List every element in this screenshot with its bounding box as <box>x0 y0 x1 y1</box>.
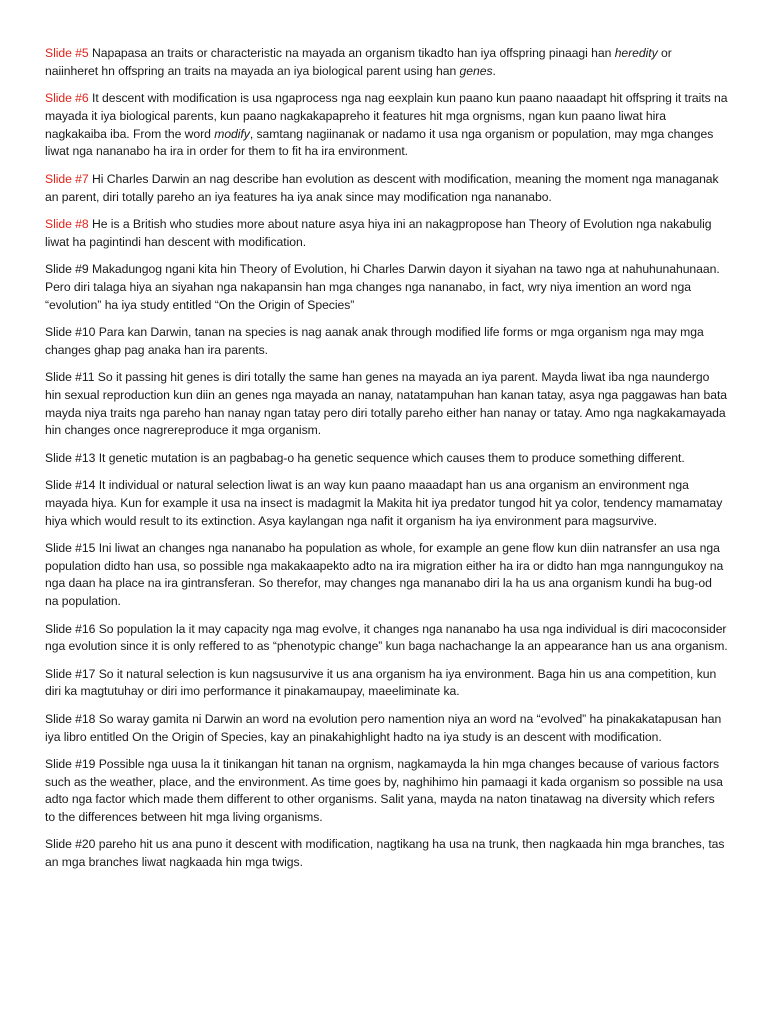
slide-paragraph <box>45 324 728 360</box>
paragraph-text: Ini liwat an changes nga nananabo ha population as whole, for example an gene flow kun diin natransfer an usa nga population didto han usa, so possible nga makakaapekto adto na ira migration either ha ira or didto han mga nanngungukoy na nga daan ha place na ira gintransferan. So therefor, may changes nga mananabo diri la ha us ana organism kundi ha bug-od na population. <box>45 540 724 609</box>
slide-number: Slide #8 <box>45 216 89 231</box>
paragraph-text: So it natural selection is kun nagsusurvive it us ana organism ha iya environment. Baga hin us ana competition, kun diri ka magtutuhay or diri imo performance it pinakamaupay, maeeliminate ka. <box>45 666 717 699</box>
slide-number: Slide #16 <box>45 621 96 636</box>
slide-paragraph <box>45 369 728 440</box>
slide-paragraph <box>45 450 728 468</box>
paragraph-text: So it passing hit genes is diri totally the same han genes na mayada an iya parent. Mayda liwat iba nga naundergo hin sexual reproduction kun diin an genes nga mayada an nanay, natatampuhan han kanan tatay, asya nga paggawas han bata mayda niya traits nga pareho han nanay ngan tatay pero diri totally pareho either han nanay or tatay. Amo nga nagkakamayada hin changes once nagrereproduce it mga organism. <box>45 369 728 438</box>
paragraph-text: He is a British who studies more about nature asya hiya ini an nakagpropose han Theory of Evolution nga nakabulig liwat ha pagintindi han descent with modification. <box>45 216 712 249</box>
slide-paragraph <box>45 666 728 702</box>
slide-paragraph <box>45 836 728 872</box>
slide-paragraph <box>45 711 728 747</box>
slide-number: Slide #17 <box>45 666 96 681</box>
slide-paragraph <box>45 540 728 611</box>
slide-number: Slide #15 <box>45 540 96 555</box>
slide-paragraph <box>45 90 728 161</box>
emphasized-term: modify <box>214 126 250 141</box>
paragraph-text: So population la it may capacity nga mag evolve, it changes nga nananabo ha usa nga individual is diri macoconsider nga evolution since it is only reffered to as “phenotypic change” kun baga nachachange la an appearance han us ana organism. <box>45 621 728 654</box>
slide-number: Slide #7 <box>45 171 89 186</box>
paragraph-text: pareho hit us ana puno it descent with modification, nagtikang ha usa na trunk, then nagkaada hin mga branches, tas an mga branches liwat nagkaada hin mga twigs. <box>45 837 725 870</box>
slide-number: Slide #14 <box>45 477 96 492</box>
slide-number: Slide #10 <box>45 324 96 339</box>
slide-paragraph <box>45 477 728 530</box>
paragraph-text: Possible nga uusa la it tinikangan hit tanan na orgnism, nagkamayda la hin mga changes because of various factors such as the weather, place, and the environment. As time goes by, naghihimo hin pamaagi it kada organism so possible na usa adto nga factor which made them different to other organisms. Salit yana, mayda na naton tinatawag na diversity which refers to the differences between hit mga living organisms. <box>45 756 723 825</box>
emphasized-term: genes <box>459 63 493 78</box>
slide-number: Slide #5 <box>45 46 89 60</box>
slide-number: Slide #20 <box>45 837 96 852</box>
paragraph-text: Makadungog ngani kita hin Theory of Evolution, hi Charles Darwin dayon it siyahan na tawo nga at nahuhunahunaan. Pero diri talaga hiya an siyahan nga nakapansin han mga changes nga nananabo, in fact, wry niya imention an word nga “evolution” ha iya study entitled “On the Origin of Species” <box>45 261 720 312</box>
slide-paragraph <box>45 45 728 81</box>
paragraph-text: It individual or natural selection liwat is an way kun paano maaadapt han us ana organism an environment nga mayada hiya. Kun for example it usa na insect is madagmit la Makita hit iya predator tungod hit ya color, tendency mamamatay hiya which would result to its extinction. Asya kaylangan nga nafit it organism ha iya environment para magsurvive. <box>45 477 723 528</box>
slide-number: Slide #19 <box>45 756 96 771</box>
slide-paragraph <box>45 621 728 657</box>
paragraph-text: Para kan Darwin, tanan na species is nag aanak anak through modified life forms or mga organism nga may mga changes ghap pag anaka han ira parents. <box>45 324 704 357</box>
paragraph-text: So waray gamita ni Darwin an word na evolution pero namention niya an word na “evolved” ha pinakakatapusan han iya libro entitled On the Origin of Species, kay an pinakahighlight hadto na iya study is an descent with modification. <box>45 711 722 744</box>
slide-paragraph <box>45 261 728 314</box>
slide-paragraph <box>45 171 728 207</box>
paragraph-text: or naiinheret hn offspring an traits na mayada an iya biological parent using han <box>45 46 672 78</box>
emphasized-term: heredity <box>614 46 658 60</box>
slide-number: Slide #11 <box>45 369 95 384</box>
paragraph-text: It genetic mutation is an pagbabag-o ha genetic sequence which causes them to produce something different. <box>95 450 685 465</box>
paragraph-text: Napapasa an traits or characteristic na mayada an organism tikadto han iya offspring pinaagi han <box>88 46 615 60</box>
paragraph-text: , samtang nagiinanak or nadamo it usa nga organism or population, may mga changes liwat nga nananabo ha ira in order for them to fit ha ira environment. <box>45 126 714 159</box>
slide-paragraph <box>45 216 728 252</box>
slide-number: Slide #18 <box>45 711 96 726</box>
slide-paragraph <box>45 756 728 827</box>
paragraph-text: It descent with modification is usa ngaprocess nga nag eexplain kun paano kun paano naaadapt hit offspring it traits na mayada it iya biological parents, kun paano nagkakapapreho it features hit mga orgnisms, ngan kun paano liwat hira nagkakaiba iba. From the word <box>45 91 728 141</box>
paragraph-text: . <box>492 63 496 78</box>
paragraph-text: Hi Charles Darwin an nag describe han evolution as descent with modification, meaning the moment nga managanak an parent, diri totally pareho an iya features ha iya anak since may modification nga nananabo. <box>45 171 719 204</box>
slide-number: Slide #9 <box>45 261 89 276</box>
slide-number: Slide #13 <box>45 450 96 465</box>
slide-number: Slide #6 <box>45 91 89 106</box>
